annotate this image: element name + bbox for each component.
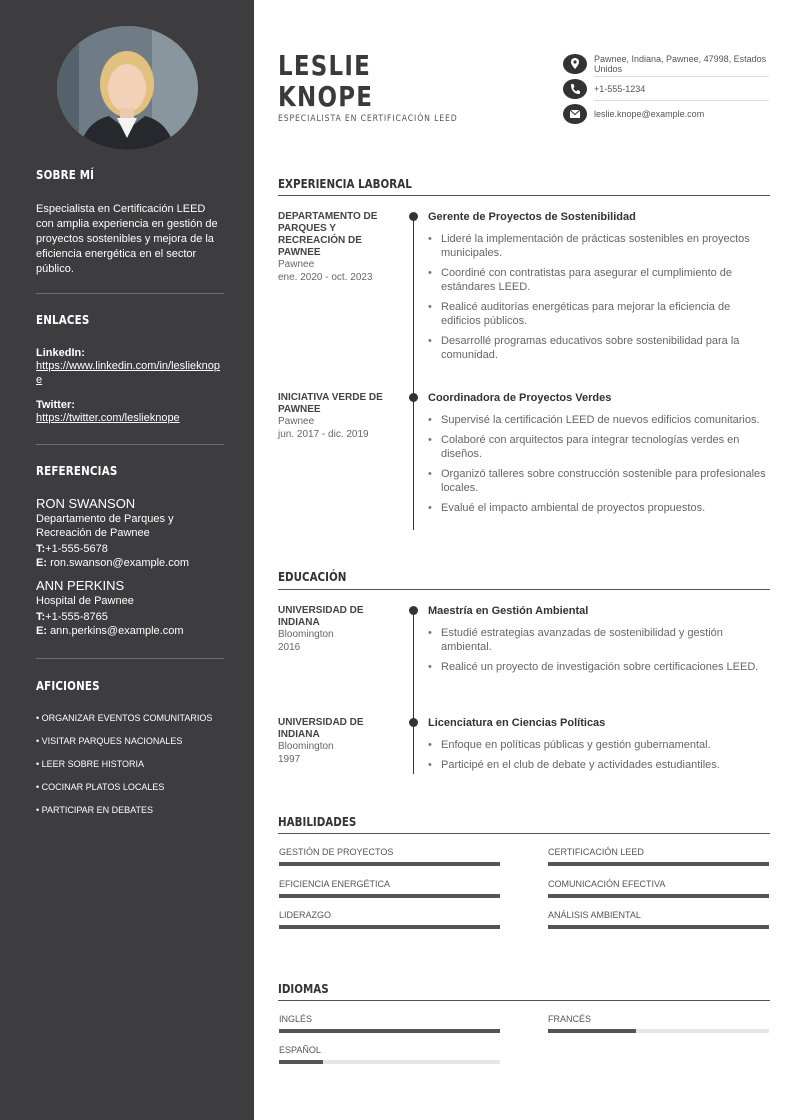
language-bar-fill bbox=[548, 1029, 636, 1033]
person-name bbox=[278, 50, 373, 112]
skill-item bbox=[279, 879, 500, 898]
degree-bullets bbox=[428, 738, 768, 772]
profile-photo bbox=[57, 26, 198, 150]
hobby-item: • ORGANIZAR EVENTOS COMUNITARIOS bbox=[36, 713, 213, 723]
reference-name: ANN PERKINS bbox=[36, 578, 125, 593]
sidebar-divider bbox=[36, 444, 224, 445]
graduation-year: 2016 bbox=[278, 641, 301, 653]
skill-bar-fill bbox=[548, 894, 769, 898]
school-location: Bloomington bbox=[278, 741, 334, 752]
about-title: SOBRE MÍ bbox=[36, 168, 95, 182]
language-bar-track bbox=[279, 1029, 500, 1033]
language-bar-track bbox=[279, 1060, 500, 1064]
hobbies-list bbox=[36, 713, 224, 816]
reference-email bbox=[36, 624, 224, 638]
mail-icon bbox=[563, 104, 587, 124]
reference-org: Departamento de Parques y Recreación de Pawnee bbox=[36, 513, 174, 539]
degree-title: Maestría en Gestión Ambiental bbox=[428, 605, 589, 617]
reference-phone bbox=[36, 610, 224, 624]
languages-title: IDIOMAS bbox=[278, 982, 329, 996]
skill-bar-track bbox=[279, 925, 500, 929]
skill-item bbox=[548, 910, 769, 929]
education-timeline bbox=[413, 609, 414, 774]
role-bullets bbox=[428, 232, 768, 362]
bullet-item: • Participé en el club de debate y actividades estudiantiles. bbox=[428, 758, 768, 772]
role-title: Gerente de Proyectos de Sostenibilidad bbox=[428, 211, 636, 223]
contact-address: Pawnee, Indiana, Pawnee, 47998, Estados Unidos bbox=[594, 54, 767, 74]
skill-name: EFICIENCIA ENERGÉTICA bbox=[279, 879, 391, 889]
skill-bar-fill bbox=[279, 862, 500, 866]
bullet-item: • Organizó talleres sobre construcción sostenible para profesionales locales. bbox=[428, 467, 768, 495]
email-label: E: bbox=[36, 557, 47, 569]
employer-location: Pawnee bbox=[278, 259, 315, 270]
linkedin-label: LinkedIn: bbox=[36, 347, 85, 359]
degree-title: Licenciatura en Ciencias Políticas bbox=[428, 717, 606, 729]
timeline-dot bbox=[409, 606, 418, 615]
reference-name: RON SWANSON bbox=[36, 496, 136, 511]
links-section bbox=[36, 313, 224, 425]
skill-bar-fill bbox=[279, 894, 500, 898]
phone-icon bbox=[563, 79, 587, 99]
contact-divider bbox=[594, 76, 769, 77]
skill-name: GESTIÓN DE PROYECTOS bbox=[279, 847, 394, 857]
skill-name: ANÁLISIS AMBIENTAL bbox=[548, 910, 641, 920]
hobby-item: • LEER SOBRE HISTORIA bbox=[36, 759, 145, 769]
skill-bar-track bbox=[548, 862, 769, 866]
skill-name: LIDERAZGO bbox=[279, 910, 332, 920]
email-label: E: bbox=[36, 625, 47, 637]
education-title: EDUCACIÓN bbox=[278, 570, 347, 584]
skill-bar-track bbox=[279, 862, 500, 866]
education-item-right bbox=[428, 716, 768, 778]
role-title: Coordinadora de Proyectos Verdes bbox=[428, 392, 612, 404]
language-name: FRANCÉS bbox=[548, 1014, 592, 1024]
linkedin-url[interactable]: https://www.linkedin.com/in/leslieknope bbox=[36, 360, 221, 386]
links-title: ENLACES bbox=[36, 313, 90, 327]
phone-label: T: bbox=[36, 611, 46, 623]
employer-name: INICIATIVA VERDE DE PAWNEE bbox=[278, 392, 383, 415]
school-name: UNIVERSIDAD DE INDIANA bbox=[278, 605, 364, 628]
bullet-item: • Estudié estrategias avanzadas de sostenibilidad y gestión ambiental. bbox=[428, 626, 768, 654]
role-bullets bbox=[428, 413, 768, 515]
hobbies-section bbox=[36, 679, 224, 828]
hobby-item: • VISITAR PARQUES NACIONALES bbox=[36, 736, 183, 746]
experience-item-right bbox=[428, 210, 768, 368]
language-item bbox=[279, 1014, 500, 1033]
skill-item bbox=[548, 879, 769, 898]
reference-item bbox=[36, 496, 224, 570]
hobby-text: PARTICIPAR EN DEBATES bbox=[41, 805, 154, 815]
experience-timeline bbox=[413, 215, 414, 530]
bullet-item: • Coordiné con contratistas para asegurar el cumplimiento de estándares LEED. bbox=[428, 266, 768, 294]
language-bar-track bbox=[548, 1029, 769, 1033]
hobby-text: LEER SOBRE HISTORIA bbox=[41, 759, 145, 769]
skills-title: HABILIDADES bbox=[278, 815, 357, 829]
section-rule bbox=[278, 589, 770, 590]
contact-email-text[interactable]: leslie.knope@example.com bbox=[594, 109, 705, 119]
education-item-left bbox=[278, 717, 396, 766]
employer-location: Pawnee bbox=[278, 416, 315, 427]
skill-item bbox=[279, 847, 500, 866]
skill-bar-fill bbox=[279, 925, 500, 929]
employer-name: DEPARTAMENTO DE PARQUES Y RECREACIÓN DE PAWNEE bbox=[278, 211, 378, 258]
school-name: UNIVERSIDAD DE INDIANA bbox=[278, 717, 364, 740]
references-section bbox=[36, 464, 224, 638]
twitter-url[interactable]: https://twitter.com/leslieknope bbox=[36, 412, 180, 424]
language-bar-fill bbox=[279, 1029, 500, 1033]
bullet-item: • Desarrollé programas educativos sobre sostenibilidad para la comunidad. bbox=[428, 334, 768, 362]
location-pin-icon bbox=[563, 54, 587, 74]
section-rule bbox=[278, 1000, 770, 1001]
language-name: INGLÉS bbox=[279, 1014, 313, 1024]
email-value: ann.perkins@example.com bbox=[50, 625, 184, 637]
bullet-item: • Evalué el impacto ambiental de proyectos propuestos. bbox=[428, 501, 768, 515]
first-name: LESLIE bbox=[278, 49, 372, 82]
sidebar bbox=[0, 0, 254, 1120]
skill-bar-fill bbox=[548, 925, 769, 929]
contact-phone-text: +1-555-1234 bbox=[594, 84, 646, 94]
language-bar-fill bbox=[279, 1060, 323, 1064]
section-rule bbox=[278, 195, 770, 196]
about-text: Especialista en Certificación LEED con amplia experiencia en gestión de proyectos sostenibles y mejora de la eficiencia energética en el sector público. bbox=[36, 203, 218, 275]
experience-item-left bbox=[278, 211, 396, 284]
hobby-item: • PARTICIPAR EN DEBATES bbox=[36, 805, 154, 815]
education-item-right bbox=[428, 604, 768, 680]
bullet-item: • Supervisé la certificación LEED de nuevos edificios comunitarios. bbox=[428, 413, 768, 427]
experience-item-left bbox=[278, 392, 396, 441]
portrait-illustration bbox=[57, 26, 198, 150]
skill-bar-track bbox=[548, 925, 769, 929]
references-title: REFERENCIAS bbox=[36, 464, 118, 478]
skill-item bbox=[548, 847, 769, 866]
contact-divider bbox=[594, 100, 769, 101]
employment-dates: jun. 2017 - dic. 2019 bbox=[278, 428, 369, 440]
skill-bar-fill bbox=[548, 862, 769, 866]
hobby-text: COCINAR PLATOS LOCALES bbox=[41, 782, 165, 792]
hobby-text: ORGANIZAR EVENTOS COMUNITARIOS bbox=[41, 713, 213, 723]
bullet-item: • Lideré la implementación de prácticas sostenibles en proyectos municipales. bbox=[428, 232, 768, 260]
email-value: ron.swanson@example.com bbox=[50, 557, 190, 569]
job-title: ESPECIALISTA EN CERTIFICACIÓN LEED bbox=[278, 114, 458, 124]
link-twitter bbox=[36, 399, 224, 425]
phone-label: T: bbox=[36, 543, 46, 555]
bullet-item: • Realicé un proyecto de investigación sobre certificaciones LEED. bbox=[428, 660, 768, 674]
reference-email bbox=[36, 556, 224, 570]
hobbies-title: AFICIONES bbox=[36, 679, 100, 693]
phone-value: +1-555-8765 bbox=[45, 611, 108, 623]
skill-name: CERTIFICACIÓN LEED bbox=[548, 847, 644, 857]
skill-name: COMUNICACIÓN EFECTIVA bbox=[548, 879, 666, 889]
link-linkedin bbox=[36, 347, 224, 387]
section-rule bbox=[278, 833, 770, 834]
skill-bar-track bbox=[279, 894, 500, 898]
bullet-item: • Realicé auditorías energéticas para mejorar la eficiencia de edificios públicos. bbox=[428, 300, 768, 328]
employment-dates: ene. 2020 - oct. 2023 bbox=[278, 271, 373, 283]
timeline-dot bbox=[409, 212, 418, 221]
hobby-text: VISITAR PARQUES NACIONALES bbox=[41, 736, 183, 746]
school-location: Bloomington bbox=[278, 629, 334, 640]
last-name: KNOPE bbox=[278, 80, 374, 113]
phone-value: +1-555-5678 bbox=[45, 543, 108, 555]
bullet-item: • Colaboré con arquitectos para integrar tecnologías verdes en diseños. bbox=[428, 433, 768, 461]
hobby-item: • COCINAR PLATOS LOCALES bbox=[36, 782, 165, 792]
bullet-item: • Enfoque en políticas públicas y gestión gubernamental. bbox=[428, 738, 768, 752]
experience-item-right bbox=[428, 391, 768, 521]
degree-bullets bbox=[428, 626, 768, 674]
education-item-left bbox=[278, 605, 396, 654]
skill-bar-track bbox=[548, 894, 769, 898]
sidebar-divider bbox=[36, 293, 224, 294]
experience-title: EXPERIENCIA LABORAL bbox=[278, 177, 412, 191]
twitter-label: Twitter: bbox=[36, 399, 75, 411]
graduation-year: 1997 bbox=[278, 753, 301, 765]
language-item bbox=[279, 1045, 500, 1064]
sidebar-divider bbox=[36, 658, 224, 659]
reference-org: Hospital de Pawnee bbox=[36, 595, 134, 607]
language-name: ESPAÑOL bbox=[279, 1045, 321, 1055]
reference-phone bbox=[36, 542, 224, 556]
skill-item bbox=[279, 910, 500, 929]
reference-item bbox=[36, 578, 224, 638]
timeline-dot bbox=[409, 718, 418, 727]
language-item bbox=[548, 1014, 769, 1033]
timeline-dot bbox=[409, 393, 418, 402]
about-section bbox=[36, 168, 224, 277]
